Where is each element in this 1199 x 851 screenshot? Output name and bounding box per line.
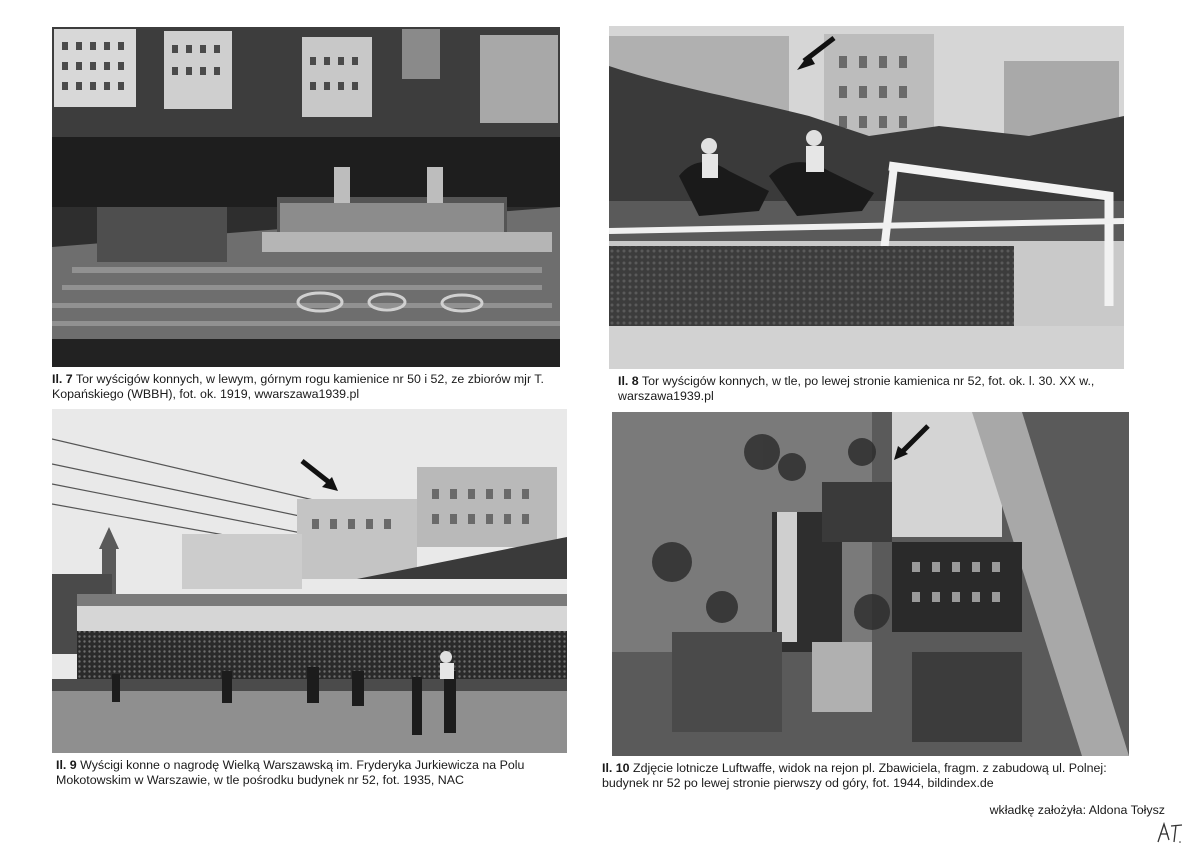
caption-text: Zdjęcie lotnicze Luftwaffe, widok na rejon pl. Zbawiciela, fragm. z zabudową ul. Polnej: budynek nr 52 po lewej stronie pierwszy od góry, fot. 1944, bildindex.de: [602, 761, 1107, 790]
footer-credit: wkładkę założyła: Aldona Tołysz: [989, 803, 1165, 817]
caption-il10: [602, 761, 1142, 791]
caption-text: Tor wyścigów konnych, w tle, po lewej stronie kamienica nr 52, fot. ok. l. 30. XX w., warszawa1939.pl: [618, 374, 1095, 403]
caption-il9: [56, 758, 576, 788]
figure-number: Il. 9: [56, 758, 77, 772]
figure-number: Il. 8: [618, 374, 639, 388]
caption-il8: [618, 374, 1138, 404]
handwritten-initials: [1155, 818, 1185, 846]
figure-number: Il. 7: [52, 372, 73, 386]
caption-text: Tor wyścigów konnych, w lewym, górnym rogu kamienice nr 50 i 52, ze zbiorów mjr T. Kopańskiego (WBBH), fot. ok. 1919, wwarszawa1939.pl: [52, 372, 544, 401]
caption-text: Wyścigi konne o nagrodę Wielką Warszawską im. Fryderyka Jurkiewicza na Polu Mokotowskim w Warszawie, w tle pośrodku budynek nr 52, fot. 1935, NAC: [56, 758, 525, 787]
photo-il10: [612, 412, 1129, 756]
figure-number: Il. 10: [602, 761, 630, 775]
photo-il7: [52, 27, 560, 367]
photo-il9: [52, 409, 567, 753]
photo-il8: [609, 26, 1124, 369]
caption-il7: [52, 372, 572, 402]
